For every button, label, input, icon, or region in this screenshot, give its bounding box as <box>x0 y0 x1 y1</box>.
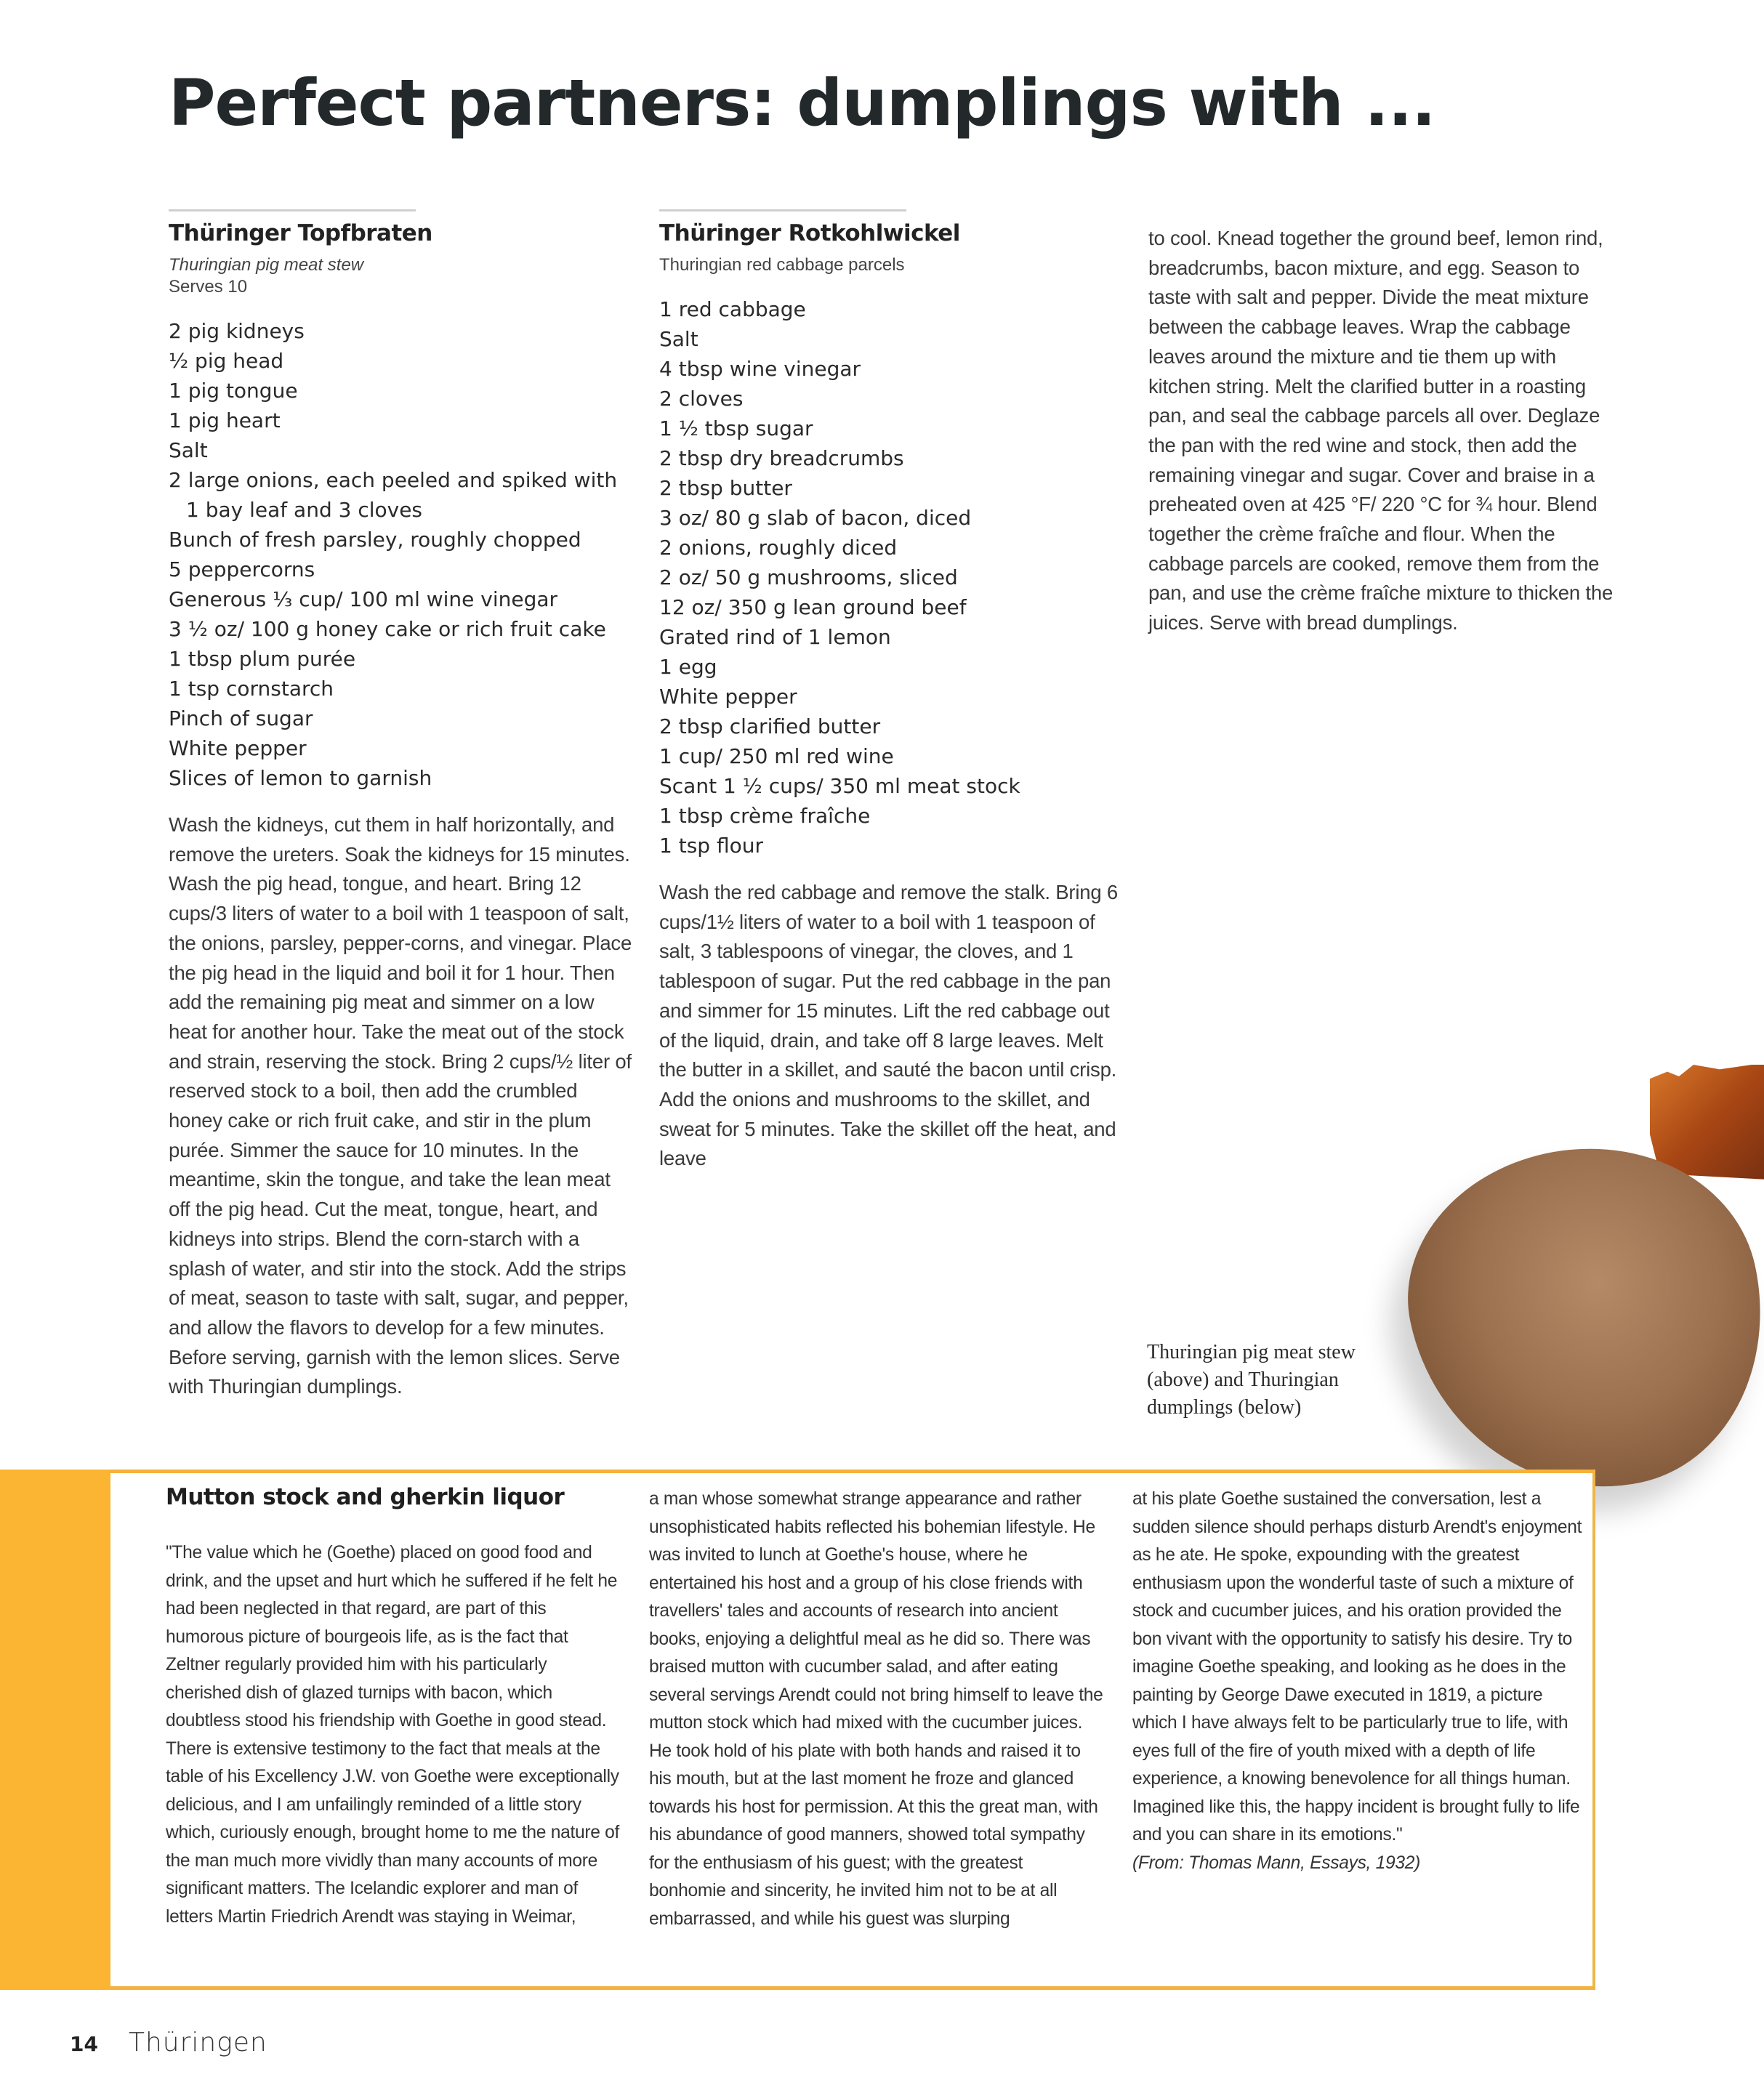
page-number: 14 <box>70 2032 98 2056</box>
ingredient-list <box>659 294 1124 860</box>
ingredient-item: 1 ½ tbsp sugar <box>659 416 813 440</box>
ingredient-item: Grated rind of 1 lemon <box>659 625 891 649</box>
ingredient-item: ½ pig head <box>169 349 284 373</box>
recipe-title: Thüringer Topfbraten <box>169 220 432 246</box>
potato-image <box>1382 1116 1764 1523</box>
sidebar-box-column-3-text: at his plate Goethe sustained the conversation, lest a sudden silence should perhaps disturb Arendt's enjoyment as he ate. He spoke, expounding with the greatest enthusiasm upon the wonderful taste of such a mixture of stock and cucumber juices, and his oration provided the bon vivant with the opportunity to satisfy his desire. Try to imagine Goethe speaking, and looking as he does in the painting by George Dawe executed in 1819, a picture which I have always felt to be particularly true to life, with eyes full of the fire of youth mixed with a depth of life experience, a knowing benevolence for all things human. Imagined like this, the happy incident is brought fully to life and you can share in its emotions." <box>1132 1489 1582 1845</box>
ingredient-item: 2 tbsp clarified butter <box>659 714 881 738</box>
ingredient-item: White pepper <box>659 685 797 709</box>
ingredient-item: White pepper <box>169 736 307 760</box>
ingredient-item: 1 tbsp crème fraîche <box>659 804 871 828</box>
sidebar-box-column-3 <box>1132 1486 1587 1877</box>
ingredient-item: 1 pig tongue <box>169 379 298 403</box>
ingredient-item: 1 tbsp plum purée <box>169 647 356 671</box>
ingredient-item: Bunch of fresh parsley, roughly chopped <box>169 528 581 552</box>
recipe-method-continued: to cool. Knead together the ground beef, lemon rind, breadcrumbs, bacon mixture, and egg. Season to taste with salt and pepper. Divide the meat mixture between the cabbage leaves. Wrap the cabbage leaves around the mixture and tie them up with kitchen string. Melt the clarified butter in a roasting pan, and seal the cabbage parcels all over. Deglaze the pan with the red wine and stock, then add the remaining vinegar and sugar. Cover and braise in a preheated oven at 425 °F/ 220 °C for ¾ hour. Blend together the crème fraîche and flour. When the cabbage parcels are cooked, remove them from the pan, and use the crème fraîche mixture to thicken the juices. Serve with bread dumplings. <box>1148 227 1614 634</box>
ingredient-item: 2 cloves <box>659 387 744 411</box>
sidebar-box-column-2: a man whose somewhat strange appearance and rather unsophisticated habits reflected his bohemian lifestyle. He was invited to lunch at Goethe's house, where he entertained his host and a group of his close friends with travellers' tales and accounts of research into ancient books, enjoying a delightful meal as he did so. There was braised mutton with cucumber salad, and after eating several servings Arendt could not bring himself to leave the mutton stock which had mixed with the cucumber juices. He took hold of his plate with both hands and raised it to his mouth, but at the last moment he froze and glanced towards his host for permission. At this the great man, with his abundance of good manners, showed total sympathy for the enthusiasm of his guest; with the greatest bonhomie and sincerity, he invited him not to be at all embarrassed, and while his guest was slurping <box>649 1489 1103 1929</box>
divider <box>169 209 416 211</box>
recipe-title: Thüringer Rotkohlwickel <box>659 220 960 246</box>
ingredient-item: 12 oz/ 350 g lean ground beef <box>659 595 967 619</box>
recipe-method: Wash the red cabbage and remove the stalk. Bring 6 cups/1½ liters of water to a boil with 1 teaspoon of salt, 3 tablespoons of vinegar, the cloves, and 1 tablespoon of sugar. Put the red cabbage in the pan and simmer for 15 minutes. Lift the red cabbage out of the liquid, drain, and take off 8 large leaves. Melt the butter in a skillet, and sauté the bacon until crisp. Add the onions and mushrooms to the skillet, and sweat for 5 minutes. Take the skillet off the heat, and leave <box>659 881 1119 1170</box>
quote-source: (From: Thomas Mann, Essays, 1932) <box>1132 1853 1421 1873</box>
ingredient-item: 1 tsp cornstarch <box>169 677 334 701</box>
ingredient-item: 4 tbsp wine vinegar <box>659 357 861 381</box>
ingredient-item: Pinch of sugar <box>169 706 313 730</box>
recipe-subtitle: Thuringian red cabbage parcels <box>659 255 905 275</box>
ingredient-item: 2 onions, roughly diced <box>659 536 898 560</box>
recipe-subtitle: Thuringian pig meat stew <box>169 255 364 275</box>
recipe-rotkohlwickel <box>659 209 1124 1174</box>
image-caption: Thuringian pig meat stew (above) and Thuringian dumplings (below) <box>1147 1341 1356 1419</box>
ingredient-item: 2 tbsp butter <box>659 476 792 500</box>
page-footer <box>70 2028 267 2057</box>
recipe-method: Wash the kidneys, cut them in half horizontally, and remove the ureters. Soak the kidneys for 15 minutes. Wash the pig head, tongue, and heart. Bring 12 cups/3 liters of water to a boil with 1 teaspoon of salt, the onions, parsley, pepper-corns, and vinegar. Place the pig head in the liquid and boil it for 1 hour. Then add the remaining pig meat and simmer on a low heat for another hour. Take the meat out of the stock and strain, reserving the stock. Bring 2 cups/½ liter of reserved stock to a boil, then add the crumbled honey cake or rich fruit cake, and stir in the plum purée. Simmer the sauce for 10 minutes. In the meantime, skin the tongue, and take the lean meat off the pig head. Cut the meat, tongue, heart, and kidneys into strips. Blend the corn-starch with a splash of water, and stir into the stock. Add the strips of meat, season to taste with salt, sugar, and pepper, and allow the flavors to develop for a few minutes. Before serving, garnish with the lemon slices. Serve with Thuringian dumplings. <box>169 813 632 1398</box>
recipe-serves: Serves 10 <box>169 277 248 297</box>
sidebar-box-column-1: "The value which he (Goethe) placed on good food and drink, and the upset and hurt which he suffered if he felt he had been neglected in that regard, are part of this humorous picture of bourgeois life, as is the fact that Zeltner regularly provided him with his particularly cherished dish of glazed turnips with bacon, which doubtless stood his friendship with Goethe in good stead. There is extensive testimony to the fact that meals at the table of his Excellency J.W. von Goethe were exceptionally delicious, and I am unfailingly reminded of a little story which, curiously enough, brought home to me the nature of the man much more vividly than many accounts of more significant matters. The Icelandic explorer and man of letters Martin Friedrich Arendt was staying in Weimar, <box>166 1543 620 1927</box>
recipe-rotkohlwickel-continued <box>1148 224 1614 638</box>
ingredient-item: 3 ½ oz/ 100 g honey cake or rich fruit cake <box>169 617 606 641</box>
ingredient-item: 2 large onions, each peeled and spiked with 1 bay leaf and 3 cloves <box>169 468 618 522</box>
page-title: Perfect partners: dumplings with ... <box>169 65 1435 140</box>
ingredient-item: Slices of lemon to garnish <box>169 766 432 790</box>
ingredient-item: 2 pig kidneys <box>169 319 305 343</box>
ingredient-item: 1 egg <box>659 655 717 679</box>
ingredient-item: 2 oz/ 50 g mushrooms, sliced <box>659 565 958 589</box>
ingredient-item: Generous ⅓ cup/ 100 ml wine vinegar <box>169 587 558 611</box>
divider <box>659 209 906 211</box>
ingredient-item: Salt <box>659 327 698 351</box>
ingredient-item: Scant 1 ½ cups/ 350 ml meat stock <box>659 774 1020 798</box>
ingredient-item: 3 oz/ 80 g slab of bacon, diced <box>659 506 972 530</box>
ingredient-item: 1 red cabbage <box>659 297 806 321</box>
section-name: Thüringen <box>128 2028 267 2057</box>
ingredient-item: 5 peppercorns <box>169 557 315 581</box>
ingredient-item: 1 pig heart <box>169 408 281 432</box>
box-accent-bar <box>0 1470 110 1990</box>
ingredient-item: 2 tbsp dry breadcrumbs <box>659 446 904 470</box>
ingredient-item: 1 cup/ 250 ml red wine <box>659 744 894 768</box>
ingredient-item: 1 tsp flour <box>659 834 763 858</box>
sidebar-box-title: Mutton stock and gherkin liquor <box>166 1484 565 1510</box>
ingredient-item: Salt <box>169 438 208 462</box>
ingredient-list <box>169 316 634 793</box>
recipe-topfbraten <box>169 209 634 1402</box>
